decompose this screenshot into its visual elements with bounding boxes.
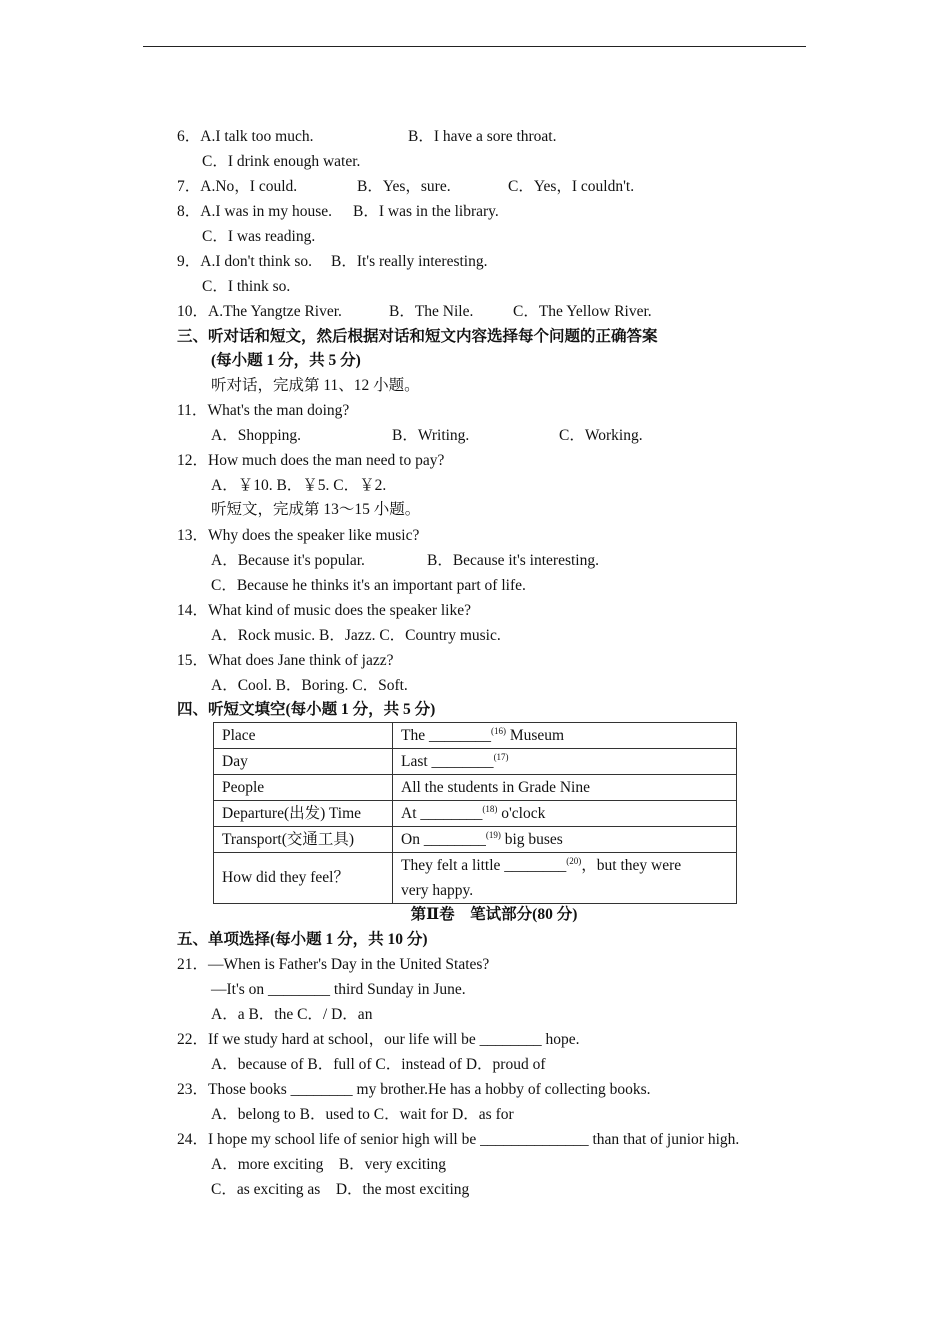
option-c: C．I think so. bbox=[202, 278, 291, 295]
option-b: B．The Nile. bbox=[389, 303, 474, 320]
options: A．Cool. B．Boring. C．Soft. bbox=[211, 677, 408, 694]
blank-continuation: very happy. bbox=[401, 882, 474, 899]
question-number: 7． bbox=[177, 178, 201, 195]
row-label: Place bbox=[214, 723, 393, 749]
row-value bbox=[393, 827, 737, 853]
question-number: 11． bbox=[177, 402, 208, 419]
option-b: B．It's really interesting. bbox=[331, 253, 488, 270]
row-label: How did they feel？ bbox=[214, 853, 393, 904]
option-a: A.I don't think so. bbox=[200, 253, 312, 270]
question-13 bbox=[177, 526, 419, 546]
question-number: 10． bbox=[177, 303, 209, 320]
question-9 bbox=[177, 252, 312, 272]
table-row bbox=[214, 801, 737, 827]
question-10 bbox=[177, 302, 342, 322]
section-3-title: 三、听对话和短文，然后根据对话和短文内容选择每个问题的正确答案 bbox=[177, 328, 658, 345]
question-number: 13． bbox=[177, 527, 209, 544]
row-value bbox=[393, 749, 737, 775]
row-value bbox=[393, 801, 737, 827]
table-row bbox=[214, 853, 737, 904]
option-b: B．Yes，sure. bbox=[357, 178, 451, 195]
blank-text: On ________ bbox=[401, 830, 486, 848]
question-stem: Why does the speaker like music? bbox=[208, 527, 420, 544]
question-23 bbox=[177, 1080, 651, 1100]
question-21 bbox=[177, 955, 489, 975]
fill-in-table bbox=[213, 722, 737, 904]
options: A．a B．the C．/ D．an bbox=[211, 1006, 373, 1023]
blank-number: (17) bbox=[493, 751, 509, 762]
question-stem: If we study hard at school，our life will be ________ hope. bbox=[208, 1031, 580, 1048]
question-12 bbox=[177, 451, 444, 471]
table-row bbox=[214, 723, 737, 749]
option-c: C．Because he thinks it's an important part of life. bbox=[211, 577, 526, 594]
option-c: C．I was reading. bbox=[202, 228, 316, 245]
question-number: 22． bbox=[177, 1031, 209, 1048]
blank-suffix: Museum bbox=[505, 726, 565, 744]
option-b: B．I have a sore throat. bbox=[408, 128, 557, 145]
blank-text: Last ________ bbox=[401, 752, 494, 770]
option-c: C．The Yellow River. bbox=[513, 303, 652, 320]
option-b: B．Because it's interesting. bbox=[427, 552, 599, 569]
options-cd: C．as exciting as D．the most exciting bbox=[211, 1181, 470, 1198]
option-b: B．I was in the library. bbox=[353, 203, 499, 220]
row-label: Day bbox=[214, 749, 393, 775]
question-stem-2: —It's on ________ third Sunday in June. bbox=[211, 981, 466, 998]
blank-suffix: ，but they were bbox=[581, 857, 682, 874]
options: A．Rock music. B．Jazz. C．Country music. bbox=[211, 627, 501, 644]
option-a: A.I talk too much. bbox=[200, 128, 314, 145]
blank-suffix: big buses bbox=[500, 830, 563, 848]
question-6 bbox=[177, 127, 313, 147]
option-a: A.The Yangtze River. bbox=[208, 303, 342, 320]
option-a: A．Shopping. bbox=[211, 427, 301, 444]
question-stem: What's the man doing? bbox=[207, 402, 350, 419]
options-ab: A．more exciting B．very exciting bbox=[211, 1156, 447, 1173]
table-row bbox=[214, 749, 737, 775]
question-number: 12． bbox=[177, 452, 209, 469]
row-label: Departure(出发) Time bbox=[214, 801, 393, 827]
options: A．￥10. B．￥5. C．￥2. bbox=[211, 477, 387, 494]
question-14 bbox=[177, 601, 471, 621]
question-22 bbox=[177, 1030, 580, 1050]
blank-number: (18) bbox=[482, 803, 498, 814]
blank-number: (16) bbox=[490, 725, 506, 736]
blank-text: At ________ bbox=[401, 804, 483, 822]
row-value bbox=[393, 723, 737, 749]
question-number: 14． bbox=[177, 602, 209, 619]
question-stem: What kind of music does the speaker like? bbox=[208, 602, 472, 619]
question-11 bbox=[177, 401, 349, 421]
dialog-intro: 听对话，完成第 11、12 小题。 bbox=[211, 377, 420, 394]
section-3-score: (每小题 1 分，共 5 分) bbox=[211, 352, 361, 369]
question-stem: How much does the man need to pay? bbox=[208, 452, 445, 469]
row-label: People bbox=[214, 775, 393, 801]
option-a: A.No，I could. bbox=[200, 178, 298, 195]
question-stem: Those books ________ my brother.He has a hobby of collecting books. bbox=[208, 1081, 651, 1098]
question-number: 23． bbox=[177, 1081, 209, 1098]
header-rule bbox=[143, 46, 806, 47]
table-row bbox=[214, 827, 737, 853]
options: A．belong to B．used to C．wait for D．as for bbox=[211, 1106, 514, 1123]
blank-number: (20) bbox=[566, 856, 582, 866]
question-stem: —When is Father's Day in the United States? bbox=[208, 956, 490, 973]
question-number: 15． bbox=[177, 652, 209, 669]
option-c: C．Yes，I couldn't. bbox=[508, 178, 635, 195]
section-4-title: 四、听短文填空(每小题 1 分，共 5 分) bbox=[177, 701, 436, 718]
question-7 bbox=[177, 177, 297, 197]
option-b: B．Writing. bbox=[392, 427, 470, 444]
blank-number: (19) bbox=[485, 829, 501, 840]
question-stem: I hope my school life of senior high will be ______________ than that of junior high. bbox=[208, 1131, 740, 1148]
option-a: A.I was in my house. bbox=[200, 203, 333, 220]
question-number: 9． bbox=[177, 253, 201, 270]
question-8 bbox=[177, 202, 332, 222]
option-c: C．Working. bbox=[559, 427, 643, 444]
option-a: A．Because it's popular. bbox=[211, 552, 365, 569]
question-number: 6． bbox=[177, 128, 201, 145]
question-stem: What does Jane think of jazz? bbox=[208, 652, 394, 669]
question-15 bbox=[177, 651, 394, 671]
blank-text: They felt a little ________ bbox=[401, 857, 567, 874]
row-value bbox=[393, 853, 737, 904]
row-label: Transport(交通工具) bbox=[214, 827, 393, 853]
section-5-title: 五、单项选择(每小题 1 分，共 10 分) bbox=[177, 931, 428, 948]
passage-intro: 听短文，完成第 13～15 小题。 bbox=[211, 501, 421, 518]
blank-text: The ________ bbox=[401, 726, 491, 744]
option-c: C．I drink enough water. bbox=[202, 153, 361, 170]
question-number: 21． bbox=[177, 956, 209, 973]
blank-suffix: o'clock bbox=[497, 804, 546, 822]
row-value: All the students in Grade Nine bbox=[393, 775, 737, 801]
question-24 bbox=[177, 1130, 739, 1150]
question-number: 8． bbox=[177, 203, 201, 220]
options: A．because of B．full of C．instead of D．proud of bbox=[211, 1056, 546, 1073]
question-number: 24． bbox=[177, 1131, 209, 1148]
part-2-title: 第Ⅱ卷 笔试部分(80 分) bbox=[410, 906, 578, 923]
table-row bbox=[214, 775, 737, 801]
